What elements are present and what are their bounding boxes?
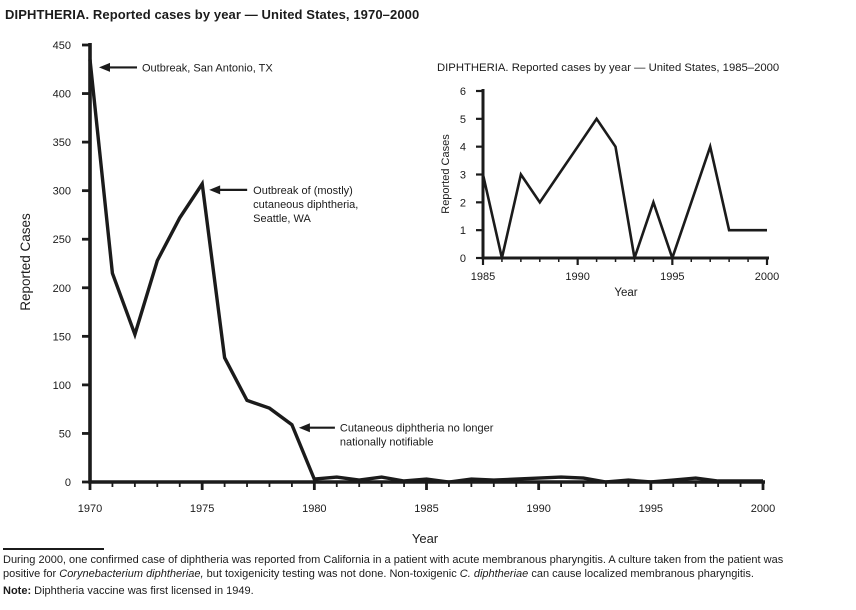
x-tick-label: 1985 [414,503,439,515]
annotation-text: Outbreak, San Antonio, TX [142,62,273,75]
x-tick-label: 1995 [638,503,664,515]
footnote-segment: can cause localized membranous pharyngitis. [528,567,754,580]
y-tick-label: 400 [52,88,71,101]
main-chart-axes [90,43,765,482]
footnote-segment: but toxigenicity testing was not done. Non-toxigenic [203,567,460,580]
main-chart [18,40,775,546]
x-tick-label: 1975 [189,503,215,515]
inset-chart-ylabel: Reported Cases [440,134,452,214]
x-tick-label: 1985 [470,271,496,283]
main-chart-ylabel: Reported Cases [18,213,33,311]
y-tick-label: 50 [58,428,71,441]
inset-chart [437,62,779,299]
y-tick-label: 250 [52,234,71,247]
inset-chart-xlabel: Year [614,287,638,299]
annotation-text: Cutaneous diphtheria no longer [339,422,494,435]
annotation-text: nationally notifiable [339,436,434,449]
x-tick-label: 1980 [302,503,327,515]
y-tick-label: 0 [459,253,466,265]
annotation-text: cutaneous diphtheria, [253,198,359,211]
y-tick-label: 0 [64,477,71,489]
y-tick-label: 4 [459,141,466,154]
y-tick-label: 2 [459,197,466,210]
note-line [3,585,854,599]
note-label: Note: [3,585,32,597]
y-tick-label: 200 [52,282,71,295]
annotation-text: Outbreak of (mostly) [253,184,353,197]
y-tick-label: 150 [52,331,71,344]
y-tick-label: 300 [52,185,71,198]
annotation-text: Seattle, WA [253,212,311,225]
x-tick-label: 2000 [750,503,776,515]
annotation [99,62,273,74]
y-tick-label: 1 [459,225,466,238]
annotation [299,423,494,449]
x-tick-label: 1995 [660,271,685,283]
page-title: DIPHTHERIA. Reported cases by year — United States, 1970–2000 [5,7,420,22]
x-tick-label: 1990 [565,271,590,283]
note-text: Diphtheria vaccine was first licensed in 1949. [31,585,254,597]
x-tick-label: 2000 [754,271,780,283]
x-tick-label: 1970 [77,503,103,515]
footnote-segment: During 2000, one confirmed case of diphtheria was reported from California in a patient with acute membranous pharyngitis. A culture taken from the patient was [3,554,784,566]
inset-chart-axes [483,89,769,258]
footnote-italic-segment: C. diphtheriae [459,567,529,580]
arrowhead-icon [209,185,220,194]
main-chart-xlabel: Year [411,531,439,546]
x-tick-label: 1990 [526,503,551,515]
y-tick-label: 450 [52,40,71,52]
arrowhead-icon [299,423,310,432]
footnote-italic-segment: Corynebacterium diphtheriae, [59,567,204,580]
footnote-rule [3,548,104,550]
annotation [209,185,358,225]
y-tick-label: 6 [459,86,466,98]
arrowhead-icon [99,63,110,72]
y-tick-label: 3 [459,169,466,182]
y-tick-label: 350 [52,137,71,150]
inset-chart-series-line [483,119,767,258]
inset-chart-title: DIPHTHERIA. Reported cases by year — United States, 1985–2000 [437,62,780,74]
footnote-text [3,554,854,581]
y-tick-label: 5 [459,113,466,126]
y-tick-label: 100 [52,379,71,392]
footnote [3,548,854,599]
footnote-segment: positive for [3,567,60,580]
